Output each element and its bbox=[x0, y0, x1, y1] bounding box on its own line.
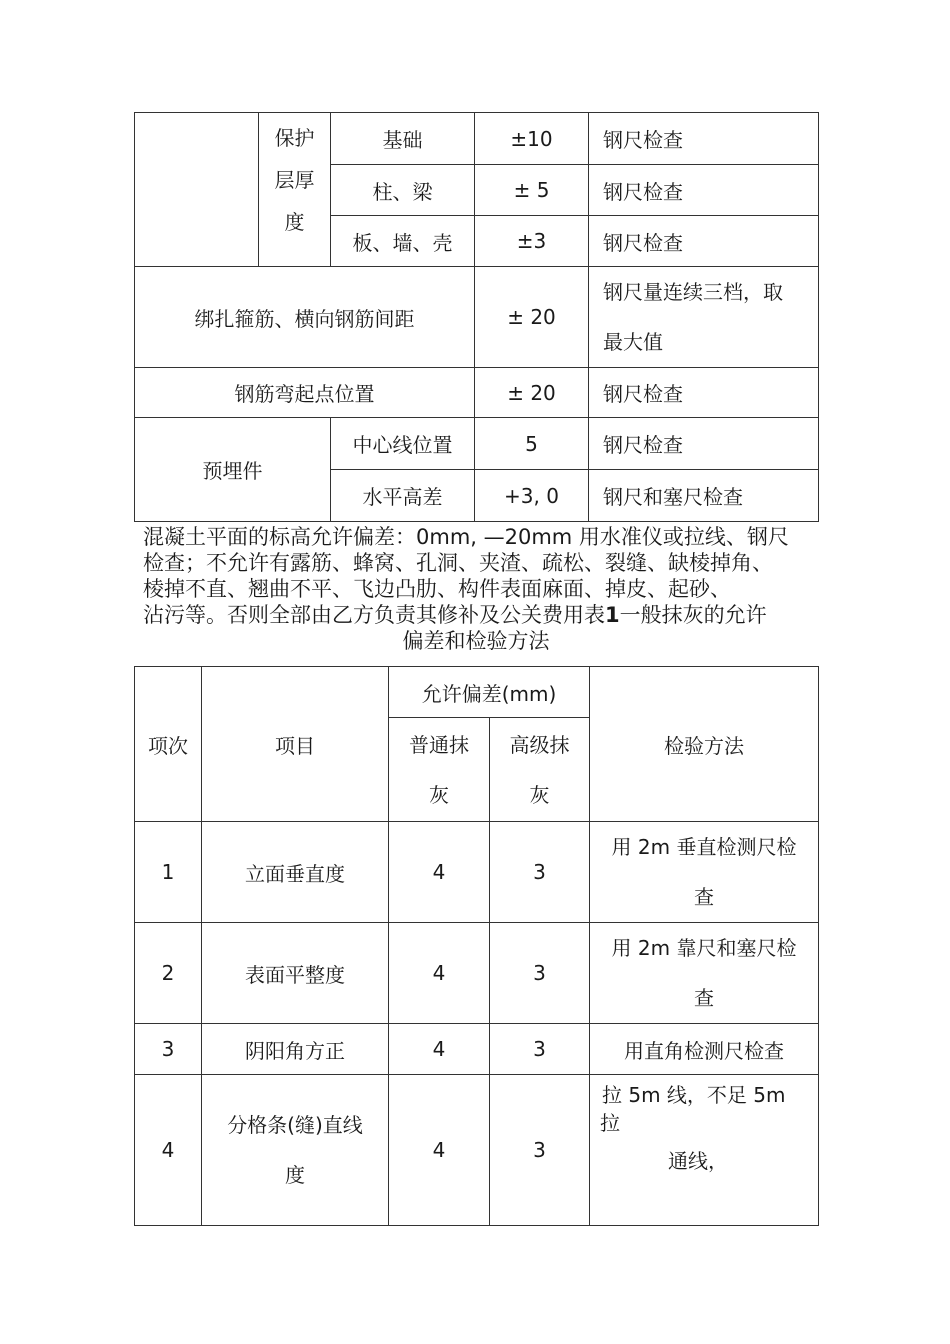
header-advanced-plaster: 高级抹 灰 bbox=[490, 718, 590, 822]
header-normal-plaster: 普通抹 灰 bbox=[389, 718, 490, 822]
bend-point-item: 钢筋弯起点位置 bbox=[135, 368, 475, 418]
row-item: 表面平整度 bbox=[202, 923, 389, 1024]
cover-thickness-label: 保护 层厚 度 bbox=[259, 113, 331, 267]
stirrup-tolerance: ± 20 bbox=[475, 267, 589, 368]
table-row bbox=[135, 923, 819, 1024]
cover-item: 柱、梁 bbox=[331, 165, 475, 216]
row-advanced: 3 bbox=[490, 1024, 590, 1075]
cover-tolerance: ±10 bbox=[475, 113, 589, 165]
table-row bbox=[135, 1024, 819, 1075]
header-method: 检验方法 bbox=[590, 667, 819, 822]
bend-method: 钢尺检查 bbox=[589, 368, 819, 418]
row-normal: 4 bbox=[389, 822, 490, 923]
body-paragraph bbox=[143, 524, 815, 628]
row-index: 3 bbox=[135, 1024, 202, 1075]
embed-item: 水平高差 bbox=[331, 470, 475, 522]
row-method: 拉 5m 线，不足 5m 拉 通线， bbox=[590, 1075, 819, 1226]
embedded-parts-label: 预埋件 bbox=[135, 418, 331, 522]
header-index: 项次 bbox=[135, 667, 202, 822]
embed-method: 钢尺和塞尺检查 bbox=[589, 470, 819, 522]
row-method: 用 2m 垂直检测尺检 查 bbox=[590, 822, 819, 923]
cover-method: 钢尺检查 bbox=[589, 113, 819, 165]
row-advanced: 3 bbox=[490, 923, 590, 1024]
row-index: 2 bbox=[135, 923, 202, 1024]
row-item: 分格条(缝)直线 度 bbox=[202, 1075, 389, 1226]
plaster-tolerance-table bbox=[134, 666, 819, 1226]
blank-cell bbox=[135, 113, 259, 267]
table-caption: 偏差和检验方法 bbox=[402, 629, 550, 653]
cover-item: 板、墙、壳 bbox=[331, 216, 475, 267]
paragraph-line: 沾污等。否则全部由乙方负责其修补及公关费用表1一般抹灰的允许 bbox=[143, 603, 767, 627]
bend-tolerance: ± 20 bbox=[475, 368, 589, 418]
cover-method: 钢尺检查 bbox=[589, 165, 819, 216]
row-index: 1 bbox=[135, 822, 202, 923]
paragraph-line: 棱掉不直、翘曲不平、飞边凸肋、构件表面麻面、掉皮、起砂、 bbox=[143, 577, 731, 601]
embed-tolerance: +3, 0 bbox=[475, 470, 589, 522]
row-method: 用直角检测尺检查 bbox=[590, 1024, 819, 1075]
row-advanced: 3 bbox=[490, 822, 590, 923]
row-index: 4 bbox=[135, 1075, 202, 1226]
row-normal: 4 bbox=[389, 1024, 490, 1075]
table-row bbox=[135, 822, 819, 923]
header-tolerance: 允许偏差(mm) bbox=[389, 667, 590, 718]
table-row bbox=[135, 1075, 819, 1226]
cover-tolerance: ±3 bbox=[475, 216, 589, 267]
embed-tolerance: 5 bbox=[475, 418, 589, 470]
cover-method: 钢尺检查 bbox=[589, 216, 819, 267]
cover-tolerance: ± 5 bbox=[475, 165, 589, 216]
header-item: 项目 bbox=[202, 667, 389, 822]
stirrup-spacing-item: 绑扎箍筋、横向钢筋间距 bbox=[135, 267, 475, 368]
paragraph-line: 混凝土平面的标高允许偏差：0mm, —20mm 用水准仪或拉线、钢尺 bbox=[143, 525, 789, 549]
cover-item: 基础 bbox=[331, 113, 475, 165]
row-advanced: 3 bbox=[490, 1075, 590, 1226]
rebar-tolerance-table bbox=[134, 112, 819, 522]
row-item: 立面垂直度 bbox=[202, 822, 389, 923]
row-normal: 4 bbox=[389, 923, 490, 1024]
embed-item: 中心线位置 bbox=[331, 418, 475, 470]
paragraph-line: 检查；不允许有露筋、蜂窝、孔洞、夹渣、疏松、裂缝、缺棱掉角、 bbox=[143, 551, 773, 575]
stirrup-method: 钢尺量连续三档，取 最大值 bbox=[589, 267, 819, 368]
row-normal: 4 bbox=[389, 1075, 490, 1226]
embed-method: 钢尺检查 bbox=[589, 418, 819, 470]
row-method: 用 2m 靠尺和塞尺检 查 bbox=[590, 923, 819, 1024]
row-item: 阴阳角方正 bbox=[202, 1024, 389, 1075]
